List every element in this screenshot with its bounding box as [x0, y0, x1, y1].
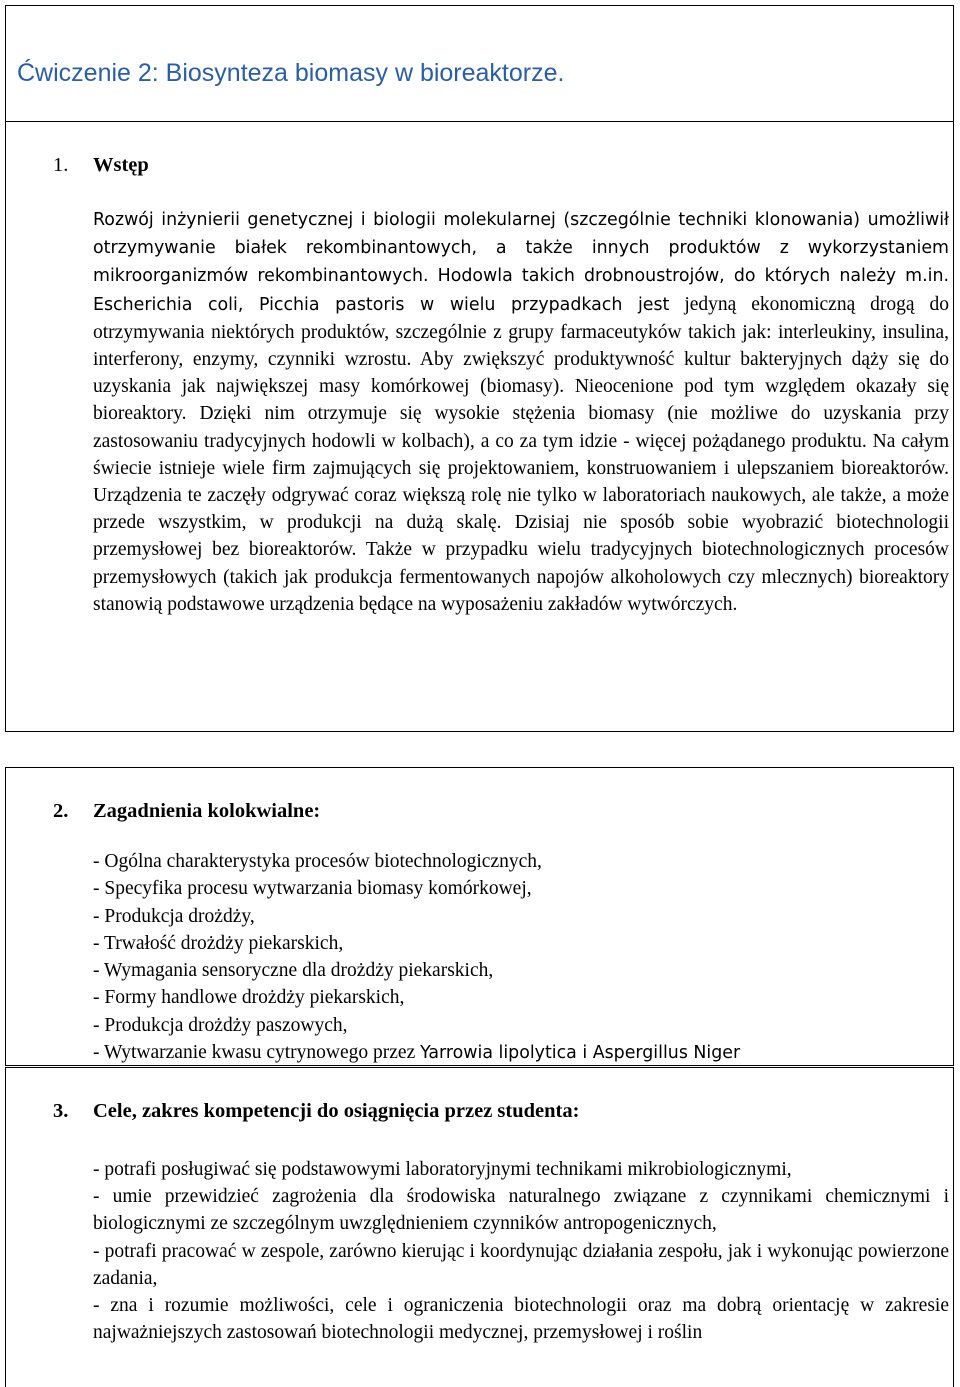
section-introduction: [5, 121, 954, 732]
list-item: - Produkcja drożdży,: [93, 905, 255, 927]
list-item: - Formy handlowe drożdży piekarskich,: [93, 987, 405, 1009]
species-names: Yarrowia lipolytica i Aspergillus Niger: [420, 1043, 741, 1064]
section-colloquium-topics: [5, 767, 954, 1066]
list-item: - Trwałość drożdży piekarskich,: [93, 932, 344, 954]
section-number: 3.: [53, 1100, 69, 1122]
intro-text-serif: jedyną ekonomiczną drogą do otrzymywania niektórych produktów, szczególnie z grupy farmaceutyków takich jak: interleukiny, insulina, interferony, enzymy, czynniki wzrostu. Aby zwiększyć produktywność kultur bakteryjnych dąży się do uzyskania jak największej masy komórkowej (biomasy). Nieocenione pod tym względem okazały się bioreaktory. Dzięki nim otrzymuje się wysokie stężenia biomasy (nie możliwe do uzyskania przy zastosowaniu tradycyjnych hodowli w kolbach), a co za tym idzie - więcej pożądanego produktu. Na całym świecie istnieje wiele firm zajmujących się projektowaniem, konstruowaniem i ulepszaniem bioreaktorów. Urządzenia te zaczęły odgrywać coraz większą rolę nie tylko w laboratoriach naukowych, ale także, a może przede wszystkim, w produkcji na dużą skalę. Dzisiaj nie sposób sobie wyobrazić biotechnologii przemysłowej bez bioreaktorów. Także w przypadku wielu tradycyjnych biotechnologicznych procesów przemysłowych (takich jak produkcja fermentowanych napojów alkoholowych czy mlecznych) bioreaktory stanowią podstawowe urządzenia będące na wyposażeniu zakładów wytwórczych.: [93, 293, 950, 615]
list-item: - Wymagania sensoryczne dla drożdży piekarskich,: [93, 960, 494, 982]
intro-text-sans: Rozwój inżynierii genetycznej i biologii molekularnej (szczególnie techniki klonowania) umożliwił otrzymywanie białek rekombinantowych, a także innych produktów z wykorzystaniem mikroorganizmów rekombinantowych. Hodowla takich drobnoustrojów, do których należy m.in. Escherichia coli, Picchia pastoris w wielu przypadkach jest: [93, 210, 949, 315]
intro-paragraph: [93, 206, 949, 618]
list-item: - zna i rozumie możliwości, cele i ograniczenia biotechnologii oraz ma dobrą orientację w zakresie najważniejszych zastosowań biotechnologii medycznej, przemysłowej i roślin: [93, 1295, 949, 1344]
page-title: Ćwiczenie 2: Biosynteza biomasy w bioreaktorze.: [17, 59, 565, 87]
section-title: Zagadnienia kolokwialne:: [93, 800, 321, 822]
list-item: - umie przewidzieć zagrożenia dla środowiska naturalnego związane z czynnikami chemicznymi i biologicznymi ze szczególnym uwzględnieniem czynników antropogenicznych,: [93, 1186, 949, 1235]
list-item: - Ogólna charakterystyka procesów biotechnologicznych,: [93, 851, 542, 872]
list-item: - Specyfika procesu wytwarzania biomasy komórkowej,: [93, 878, 532, 900]
section-number: 1.: [53, 154, 69, 176]
topics-list: [93, 848, 740, 1067]
list-item: - potrafi pracować w zespole, zarówno kierując i koordynując działania zespołu, jak i wykonując powierzone zadania,: [93, 1240, 949, 1289]
section-number: 2.: [53, 800, 69, 822]
competencies-list: [93, 1156, 949, 1346]
section-title: Cele, zakres kompetencji do osiągnięcia przez studenta:: [93, 1100, 580, 1122]
list-item: - potrafi posługiwać się podstawowymi laboratoryjnymi technikami mikrobiologicznymi,: [93, 1159, 792, 1180]
title-box: [5, 5, 954, 122]
list-item: [93, 1039, 740, 1067]
section-competencies: [5, 1067, 954, 1387]
list-item-text: - Wytwarzanie kwasu cytrynowego przez: [93, 1042, 421, 1064]
section-title: Wstęp: [93, 154, 149, 176]
list-item: - Produkcja drożdży paszowych,: [93, 1014, 348, 1036]
